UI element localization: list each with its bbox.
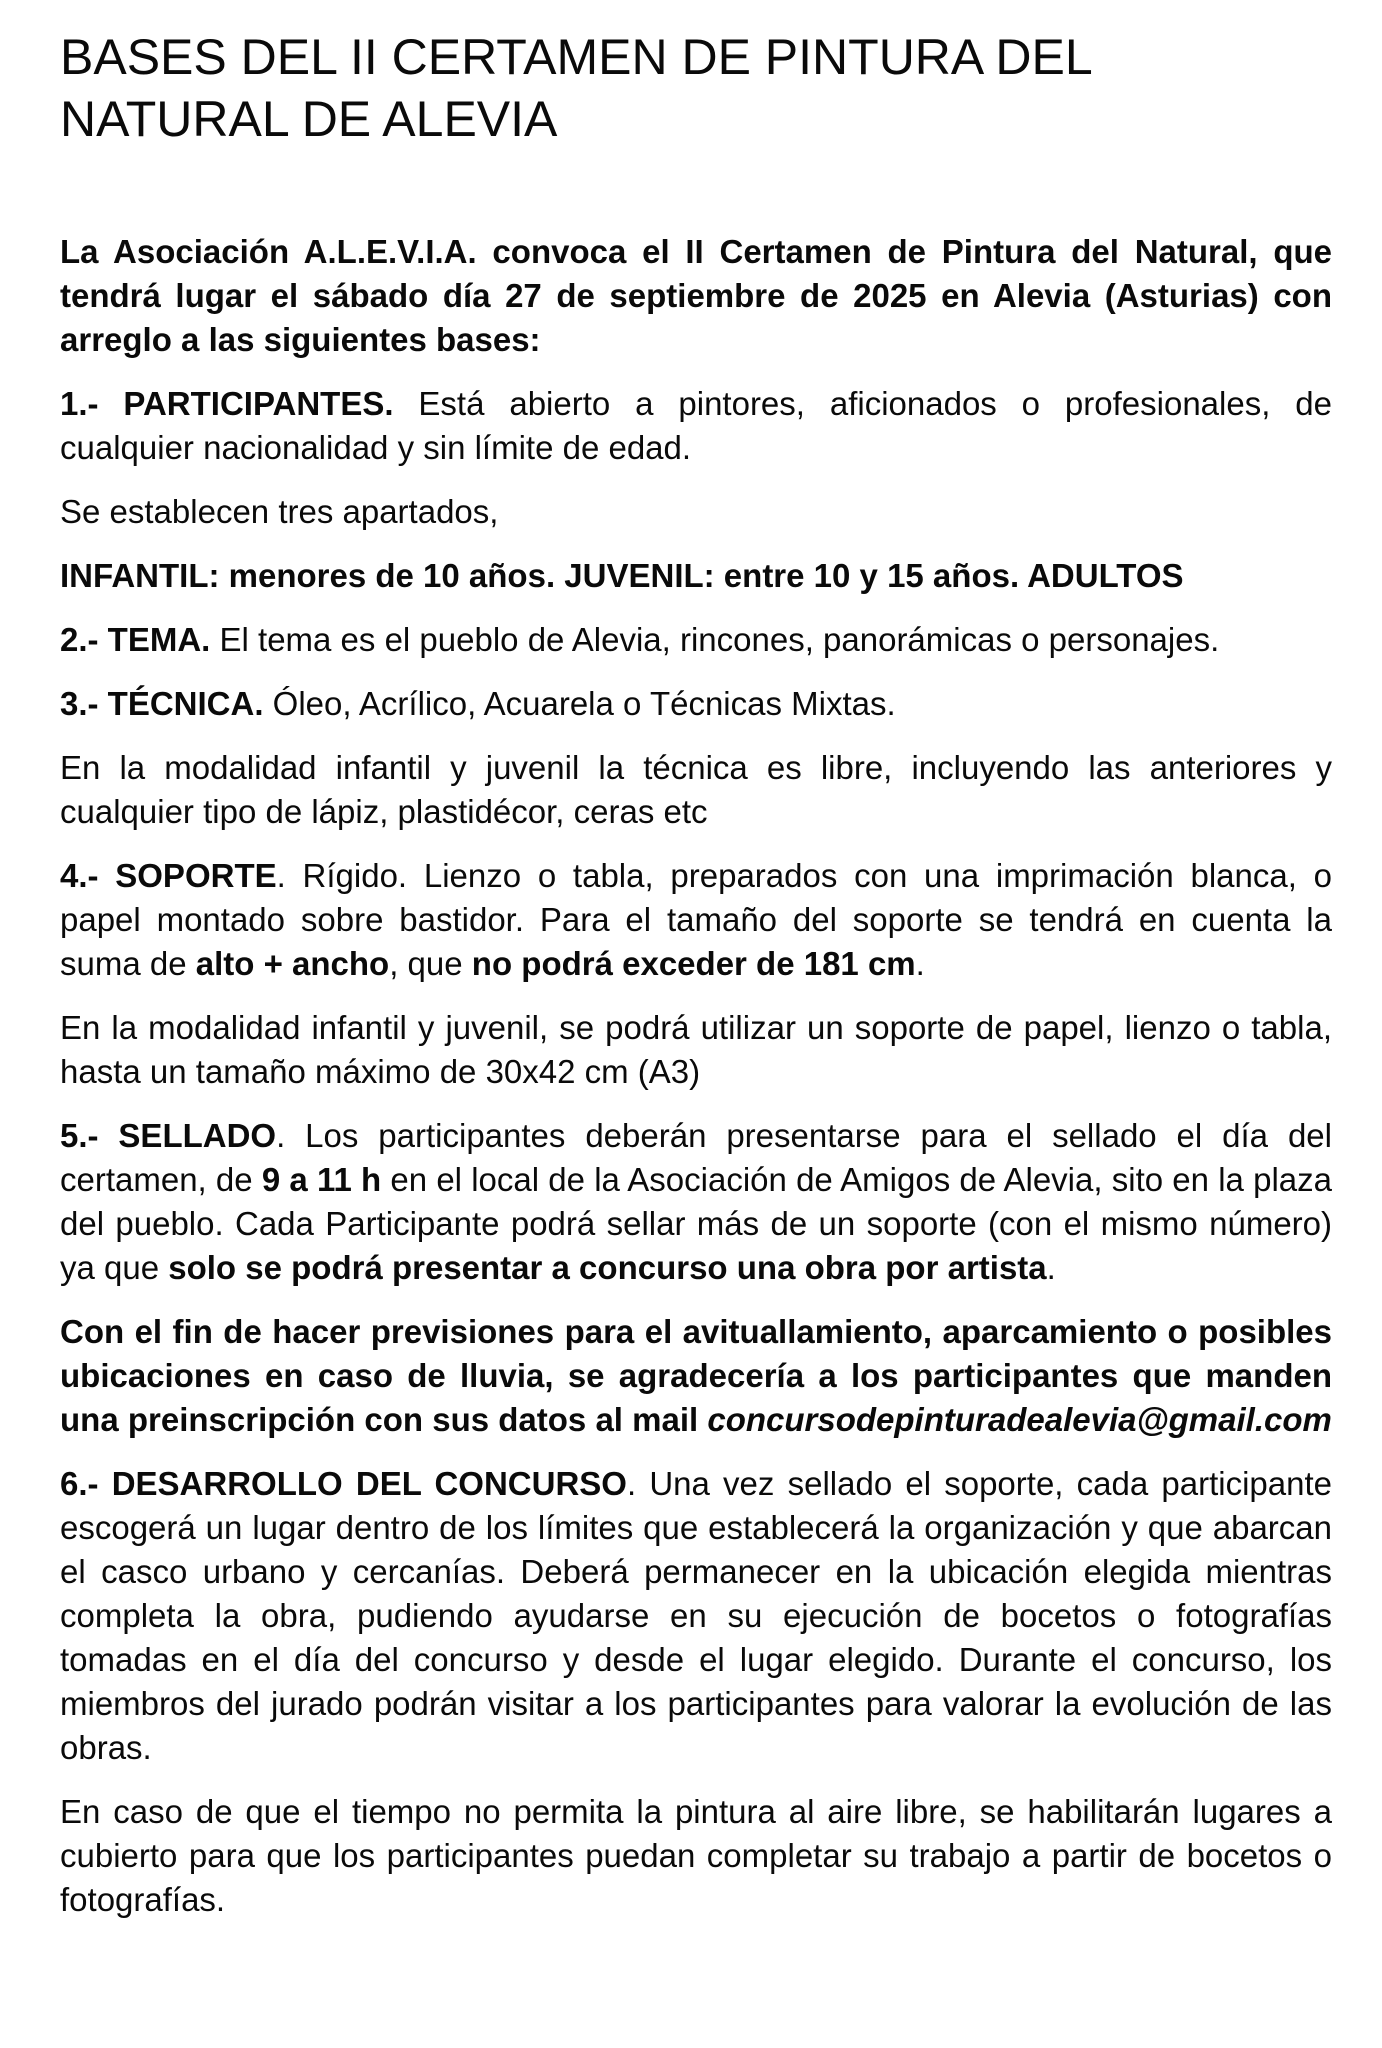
paragraph-preinscripcion: [60, 1310, 1332, 1442]
document-title: BASES DEL II CERTAMEN DE PINTURA DEL NATURAL DE ALEVIA: [60, 29, 1091, 147]
text-segment: alto + ancho: [195, 945, 390, 982]
paragraph-participantes: [60, 382, 1332, 470]
text-segment: .: [1046, 1249, 1056, 1286]
text-segment: en el local de la Asociación de Amigos de Alevia, sito en la plaza del pueblo. Cada Participante podrá sellar más de un soporte (con el mismo número) ya que: [60, 1161, 1332, 1286]
paragraph-categorias: [60, 554, 1332, 598]
text-segment: . Rígido. Lienzo o tabla, preparados con una imprimación blanca, o papel montado sobre bastidor. Para el tamaño del soporte se tendrá en cuenta la suma de: [60, 857, 1332, 982]
text-segment: Se establecen tres apartados,: [60, 493, 499, 530]
text-segment: 1.- PARTICIPANTES.: [60, 385, 394, 422]
paragraph-tema: [60, 618, 1332, 662]
text-segment: En la modalidad infantil y juvenil, se podrá utilizar un soporte de papel, lienzo o tabla, hasta un tamaño máximo de 30x42 cm (A3): [60, 1009, 1332, 1090]
paragraph-tecnica-infantil: [60, 746, 1332, 834]
paragraph-sellado: [60, 1114, 1332, 1290]
text-segment: En la modalidad infantil y juvenil la técnica es libre, incluyendo las anteriores y cualquier tipo de lápiz, plastidécor, ceras etc: [60, 749, 1332, 830]
text-segment: 2.- TEMA.: [60, 621, 211, 658]
paragraph-tecnica: [60, 682, 1332, 726]
paragraph-desarrollo: [60, 1462, 1332, 1770]
text-segment: . Los participantes deberán presentarse para el sellado el día del certamen, de: [60, 1117, 1332, 1198]
text-segment: Está abierto a pintores, aficionados o profesionales, de cualquier nacionalidad y sin límite de edad.: [60, 385, 1332, 466]
text-segment: INFANTIL: menores de 10 años. JUVENIL: entre 10 y 15 años. ADULTOS: [60, 557, 1184, 594]
text-segment: .: [915, 945, 925, 982]
paragraph-apartados: [60, 490, 1332, 534]
document-body: [60, 230, 1332, 1922]
text-segment: Con el fin de hacer previsiones para el avituallamiento, aparcamiento o posibles ubicaciones en caso de lluvia, se agradecería a los participantes que manden una preinscripción con sus datos al mail: [60, 1313, 1332, 1438]
paragraph-mal-tiempo: [60, 1790, 1332, 1922]
paragraph-soporte-infantil: [60, 1006, 1332, 1094]
text-segment: solo se podrá presentar a concurso una obra por artista: [168, 1249, 1047, 1286]
text-segment: , que: [389, 945, 472, 982]
text-segment: 6.- DESARROLLO DEL CONCURSO: [60, 1465, 627, 1502]
text-segment: no podrá exceder de 181 cm: [471, 945, 916, 982]
paragraph-intro: [60, 230, 1332, 362]
text-segment: En caso de que el tiempo no permita la pintura al aire libre, se habilitarán lugares a cubierto para que los participantes puedan completar su trabajo a partir de bocetos o fotografías.: [60, 1793, 1332, 1918]
text-segment: concursodepinturadealevia@gmail.com: [707, 1401, 1332, 1438]
text-segment: . Una vez sellado el soporte, cada participante escogerá un lugar dentro de los límites que establecerá la organización y que abarcan el casco urbano y cercanías. Deberá permanecer en la ubicación elegida mientras completa la obra, pudiendo ayudarse en su ejecución de bocetos o fotografías tomadas en el día del concurso y desde el lugar elegido. Durante el concurso, los miembros del jurado podrán visitar a los participantes para valorar la evolución de las obras.: [60, 1465, 1332, 1766]
text-segment: Óleo, Acrílico, Acuarela o Técnicas Mixtas.: [263, 685, 896, 722]
text-segment: 4.- SOPORTE: [60, 857, 277, 894]
paragraph-soporte: [60, 854, 1332, 986]
text-segment: 5.- SELLADO: [60, 1117, 277, 1154]
text-segment: 9 a 11 h: [261, 1161, 382, 1198]
text-segment: 3.- TÉCNICA.: [60, 685, 264, 722]
text-segment: La Asociación A.L.E.V.I.A. convoca el II Certamen de Pintura del Natural, que tendrá lugar el sábado día 27 de septiembre de 2025 en Alevia (Asturias) con arreglo a las siguientes bases:: [60, 233, 1332, 358]
text-segment: El tema es el pueblo de Alevia, rincones, panorámicas o personajes.: [210, 621, 1220, 658]
